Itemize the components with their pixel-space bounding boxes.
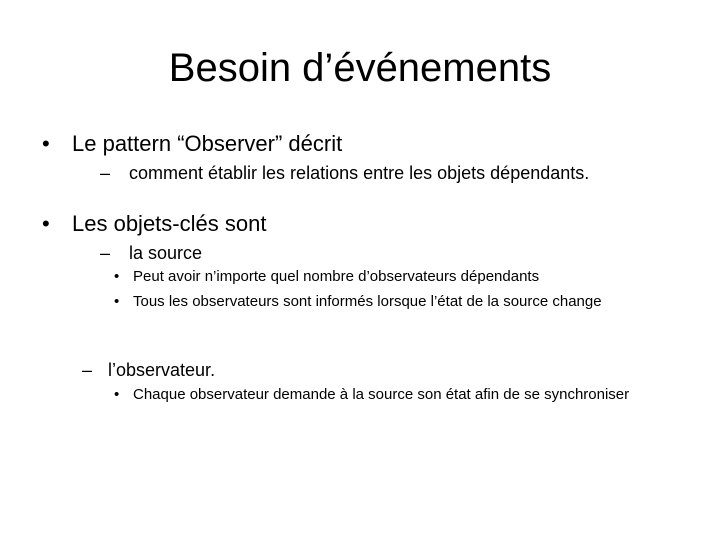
bullet-marker-1: •	[42, 131, 50, 156]
item-marker-source-1: •	[114, 268, 120, 285]
sub-bullet-marker-observer: –	[82, 360, 93, 380]
item-text-observer-1: Chaque observateur demande à la source son état afin de se synchroniser	[133, 386, 630, 403]
bullet-text-observer-pattern: Le pattern “Observer” décrit	[72, 131, 343, 156]
sub-bullet-marker-1: –	[100, 163, 111, 183]
bullet-text-key-objects: Les objets-clés sont	[72, 211, 267, 236]
bullet-marker-2: •	[42, 211, 50, 236]
sub-bullet-marker-source: –	[100, 243, 111, 263]
item-marker-observer-1: •	[114, 386, 120, 403]
item-text-source-1: Peut avoir n’importe quel nombre d’observateurs dépendants	[133, 268, 540, 285]
item-marker-source-2: •	[114, 293, 120, 310]
source-keyword: source	[148, 243, 203, 263]
sub-bullet-source	[129, 242, 202, 264]
sub-bullet-text-relations: comment établir les relations entre les objets dépendants.	[129, 163, 590, 183]
sub-bullet-observer	[108, 359, 215, 381]
observer-prefix: l’	[108, 360, 116, 380]
source-prefix: la	[129, 243, 149, 263]
observer-suffix: .	[210, 360, 216, 380]
observer-keyword: observateur	[116, 360, 211, 380]
item-text-source-2: Tous les observateurs sont informés lorsque l’état de la source change	[133, 293, 602, 310]
slide-title: Besoin d’événements	[168, 46, 552, 90]
